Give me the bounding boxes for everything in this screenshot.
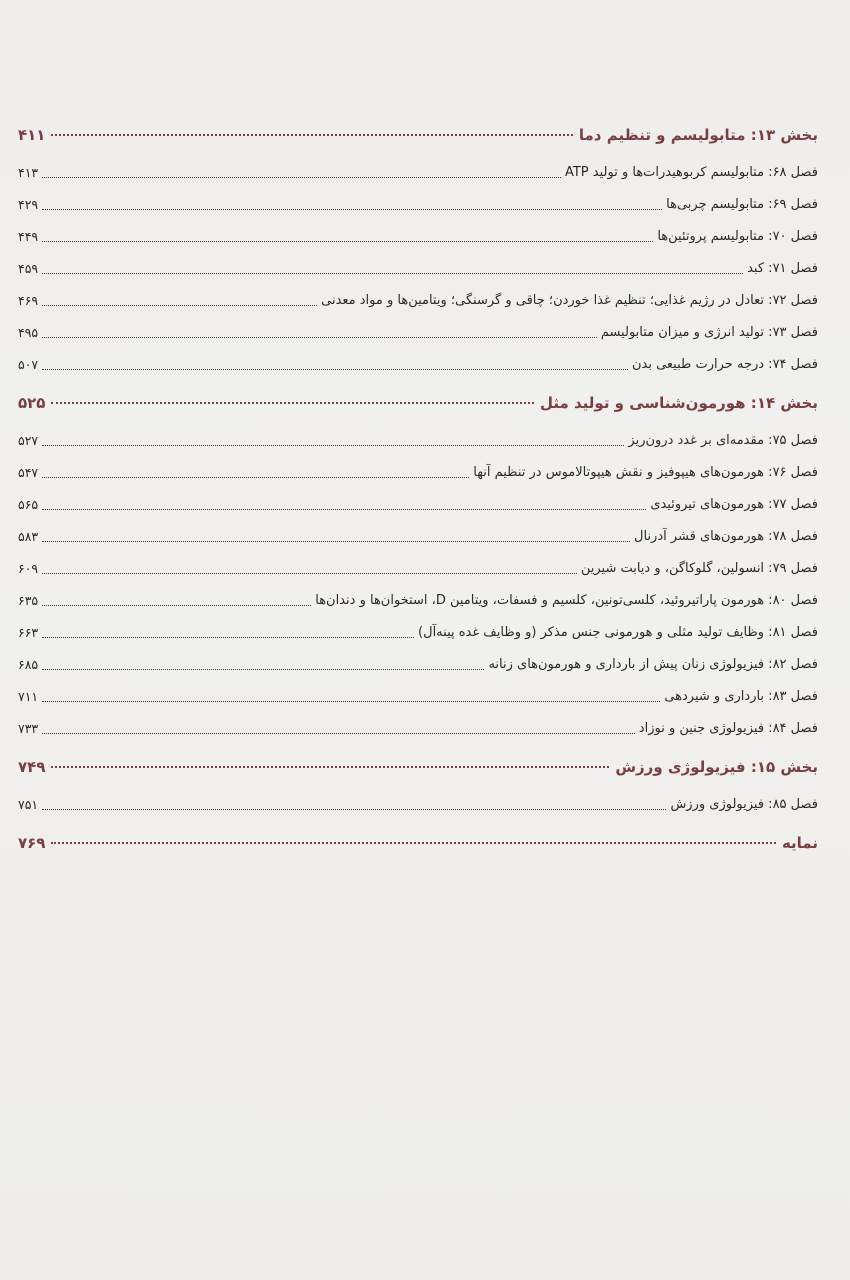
chapter-entry[interactable] [18,310,818,342]
dot-leader [42,241,653,242]
chapter-entry[interactable] [18,546,818,578]
section-spacer [18,814,818,828]
chapter-entry[interactable] [18,578,818,610]
chapter-title: فصل ۷۶: هورمون‌های هیپوفیز و نقش هیپوتالاموس در تنظیم آنها [473,465,818,480]
chapter-entry[interactable] [18,674,818,706]
chapter-title: فصل ۷۷: هورمون‌های تیروئیدی [650,497,818,512]
section-heading[interactable] [18,120,818,150]
chapter-title: فصل ۸۳: بارداری و شیردهی [664,689,818,704]
chapter-title: فصل ۷۹: انسولین، گلوکاگن، و دیابت شیرین [580,561,818,576]
chapter-page-number: ۴۹۵ [18,325,39,340]
chapter-title: فصل ۷۱: کبد [747,261,818,276]
section-spacer [18,738,818,752]
table-of-contents [18,120,818,858]
chapter-entry[interactable] [18,278,818,310]
chapter-title: فصل ۸۲: فیزیولوژی زنان پیش از بارداری و هورمون‌های زنانه [488,657,818,672]
dot-leader [42,305,317,306]
dot-leader [42,701,660,702]
chapter-entry[interactable] [18,342,818,374]
chapter-page-number: ۵۸۳ [18,529,39,544]
chapter-page-number: ۶۶۳ [18,625,39,640]
chapter-page-number: ۴۴۹ [18,229,39,244]
chapter-page-number: ۵۶۵ [18,497,39,512]
dot-leader [42,669,484,670]
chapter-title: فصل ۸۱: وظایف تولید مثلی و هورمونی جنس مذکر (و وظایف غده پینه‌آل) [418,625,818,640]
index-heading[interactable] [18,828,818,858]
chapter-entry[interactable] [18,642,818,674]
chapter-entry[interactable] [18,482,818,514]
dot-leader [42,445,624,446]
chapter-page-number: ۵۰۷ [18,357,39,372]
dot-leader [42,573,577,574]
dot-leader [42,477,469,478]
dot-leader [51,766,609,768]
chapter-entry[interactable] [18,514,818,546]
chapter-entry[interactable] [18,418,818,450]
chapter-title: فصل ۸۰: هورمون پاراتیروئید، کلسی‌تونین، کلسیم و فسفات، ویتامین D، استخوان‌ها و دندان‌ها [315,593,818,608]
dot-leader [42,273,743,274]
chapter-entry[interactable] [18,246,818,278]
chapter-entry[interactable] [18,182,818,214]
chapter-title: فصل ۶۸: متابولیسم کربوهیدرات‌ها و تولید ATP [564,165,818,180]
chapter-entry[interactable] [18,610,818,642]
section-title: بخش ۱۴: هورمون‌شناسی و تولید مثل [539,394,818,412]
section-title: بخش ۱۳: متابولیسم و تنظیم دما [578,126,818,144]
dot-leader [42,177,561,178]
chapter-page-number: ۴۱۳ [18,165,39,180]
dot-leader [42,733,635,734]
section-page-number: ۷۴۹ [18,758,46,776]
chapter-page-number: ۴۵۹ [18,261,39,276]
dot-leader [51,842,775,844]
chapter-page-number: ۴۶۹ [18,293,39,308]
chapter-entry[interactable] [18,782,818,814]
dot-leader [42,369,628,370]
dot-leader [51,402,534,404]
chapter-title: فصل ۷۵: مقدمه‌ای بر غدد درون‌ریز [628,433,818,448]
chapter-page-number: ۵۲۷ [18,433,39,448]
chapter-entry[interactable] [18,450,818,482]
dot-leader [42,637,414,638]
section-heading[interactable] [18,752,818,782]
dot-leader [42,209,662,210]
section-page-number: ۴۱۱ [18,126,46,144]
dot-leader [42,337,597,338]
chapter-page-number: ۷۳۳ [18,721,39,736]
chapter-page-number: ۶۰۹ [18,561,39,576]
dot-leader [51,134,572,136]
chapter-entry[interactable] [18,150,818,182]
dot-leader [42,809,666,810]
dot-leader [42,605,311,606]
chapter-title: فصل ۷۰: متابولیسم پروتئین‌ها [657,229,818,244]
chapter-page-number: ۷۱۱ [18,689,39,704]
chapter-page-number: ۶۳۵ [18,593,39,608]
section-heading[interactable] [18,388,818,418]
section-title: بخش ۱۵: فیزیولوژی ورزش [615,758,818,776]
section-page-number: ۵۲۵ [18,394,46,412]
chapter-title: فصل ۸۴: فیزیولوژی جنین و نوزاد [638,721,818,736]
chapter-page-number: ۷۵۱ [18,797,39,812]
index-title: نمایه [781,834,818,852]
chapter-page-number: ۶۸۵ [18,657,39,672]
index-page-number: ۷۶۹ [18,834,46,852]
chapter-title: فصل ۷۴: درجه حرارت طبیعی بدن [631,357,818,372]
chapter-title: فصل ۶۹: متابولیسم چربی‌ها [666,197,818,212]
dot-leader [42,541,630,542]
chapter-title: فصل ۸۵: فیزیولوژی ورزش [670,797,818,812]
chapter-title: فصل ۷۳: تولید انرژی و میزان متابولیسم [600,325,818,340]
chapter-title: فصل ۷۲: تعادل در رژیم غذایی؛ تنظیم غذا خوردن؛ چاقی و گرسنگی؛ ویتامین‌ها و مواد معدنی [321,293,818,308]
dot-leader [42,509,646,510]
chapter-entry[interactable] [18,214,818,246]
chapter-page-number: ۵۴۷ [18,465,39,480]
chapter-page-number: ۴۲۹ [18,197,39,212]
section-spacer [18,374,818,388]
chapter-entry[interactable] [18,706,818,738]
chapter-title: فصل ۷۸: هورمون‌های قشر آدرنال [634,529,818,544]
